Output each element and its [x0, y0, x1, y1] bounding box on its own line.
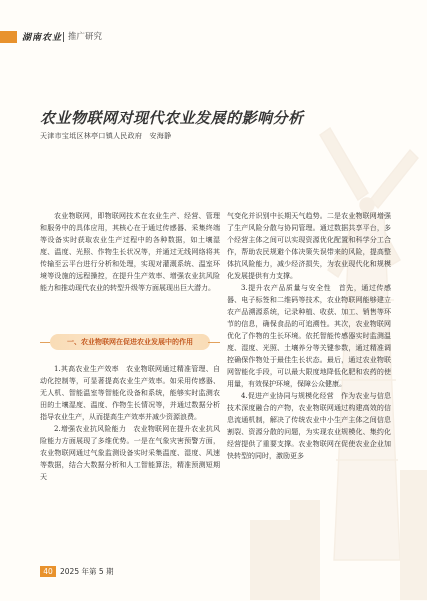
paragraph-efficiency: 1.其高农业生产效率 农业物联网通过精准管理、自动化控制等，可显著提高农业生产效率。如采用传感器、无人机、智能温室等智能化设备和系统，能够实时监测农田的土壤湿度、温度、作物生长情况等，并通过数据分析指导农业生产，从而提高生产效率并减少资源浪费。 [40, 365, 220, 421]
issue-label: 2025 年第 5 期 [60, 567, 114, 576]
section-heading-banner [40, 332, 220, 352]
header-accent-block [0, 31, 17, 43]
left-column-lower [40, 363, 220, 483]
paragraph-risk-cont: 气变化并识别中长期天气趋势。二是农业物联网增强了生产风险分散与协同管理。通过数据共享平台，多个经营主体之间可以实现资源优化配置和科学分工合作，帮助农民规避个体决策失误带来的风险，提高整体抗风险能力，减少经济损失，为农业现代化和规模化发展提供有力支撑。 [227, 212, 391, 280]
magazine-name: 湖南农业 [22, 33, 63, 43]
paragraph-coordination: 4.促进产业协同与规模化经营 作为农业与信息技术深度融合的产物，农业物联网通过构建高效的信息流通机制，解决了传统农业中小生产主体之间信息割裂、资源分散的问题，为实现农业规模化、集约化经营提供了重要支撑。农业物联网在促使农业企业加快转型的同时，激励更多 [227, 392, 391, 460]
article-title: 农业物联网对现代农业发展的影响分析 [40, 109, 304, 127]
article-author: 天津市宝坻区林亭口镇人民政府 安海静 [40, 132, 172, 140]
paragraph-quality: 3.提升农产品质量与安全性 首先，通过传感器、电子标签和二维码等技术，农业物联网能够建立农产品溯源系统，记录种植、收获、加工、销售等环节的信息，确保食品的可追溯性。其次，农业物联网优化了作物的生长环境。依托智能传感器实时监测温度、湿度、光照、土壤养分等关键参数，通过精准调控确保作物处于最佳生长状态。最后，通过农业物联网智能化手段，可以最大限度地降低化肥和农药的使用量，有效保护环境，保障公众健康。 [227, 284, 391, 388]
header-divider [63, 32, 64, 42]
paragraph-risk: 2.增强农业抗风险能力 农业物联网在提升农业抗风险能力方面展现了多维优势。一是在气象灾害预警方面，农业物联网通过气象监测设备实时采集温度、湿度、风速等数据，结合大数据分析和人工智能算法，精准预测短期天 [40, 425, 220, 481]
left-column [40, 210, 220, 294]
section-heading: 一、农业物联网在促进农业发展中的作用 [67, 338, 193, 346]
section-label: 推广研究 [68, 32, 103, 42]
right-column [227, 210, 391, 462]
page-number: 40 [40, 566, 56, 577]
paragraph-intro: 农业物联网，即物联网技术在农业生产、经营、管理和服务中的具体应用，其核心在于通过传感器、采集终端等设备实时获取农业生产过程中的各种数据，如土壤湿度、温度、光照、作物生长状况等，并通过无线网络将其传输至云平台进行分析和处理，实现对灌溉系统、温室环境等设施的远程操控，在提升生产效率、增强农业抗风险能力和推动现代农业的转型升级等方面展现出巨大潜力。 [40, 212, 220, 292]
